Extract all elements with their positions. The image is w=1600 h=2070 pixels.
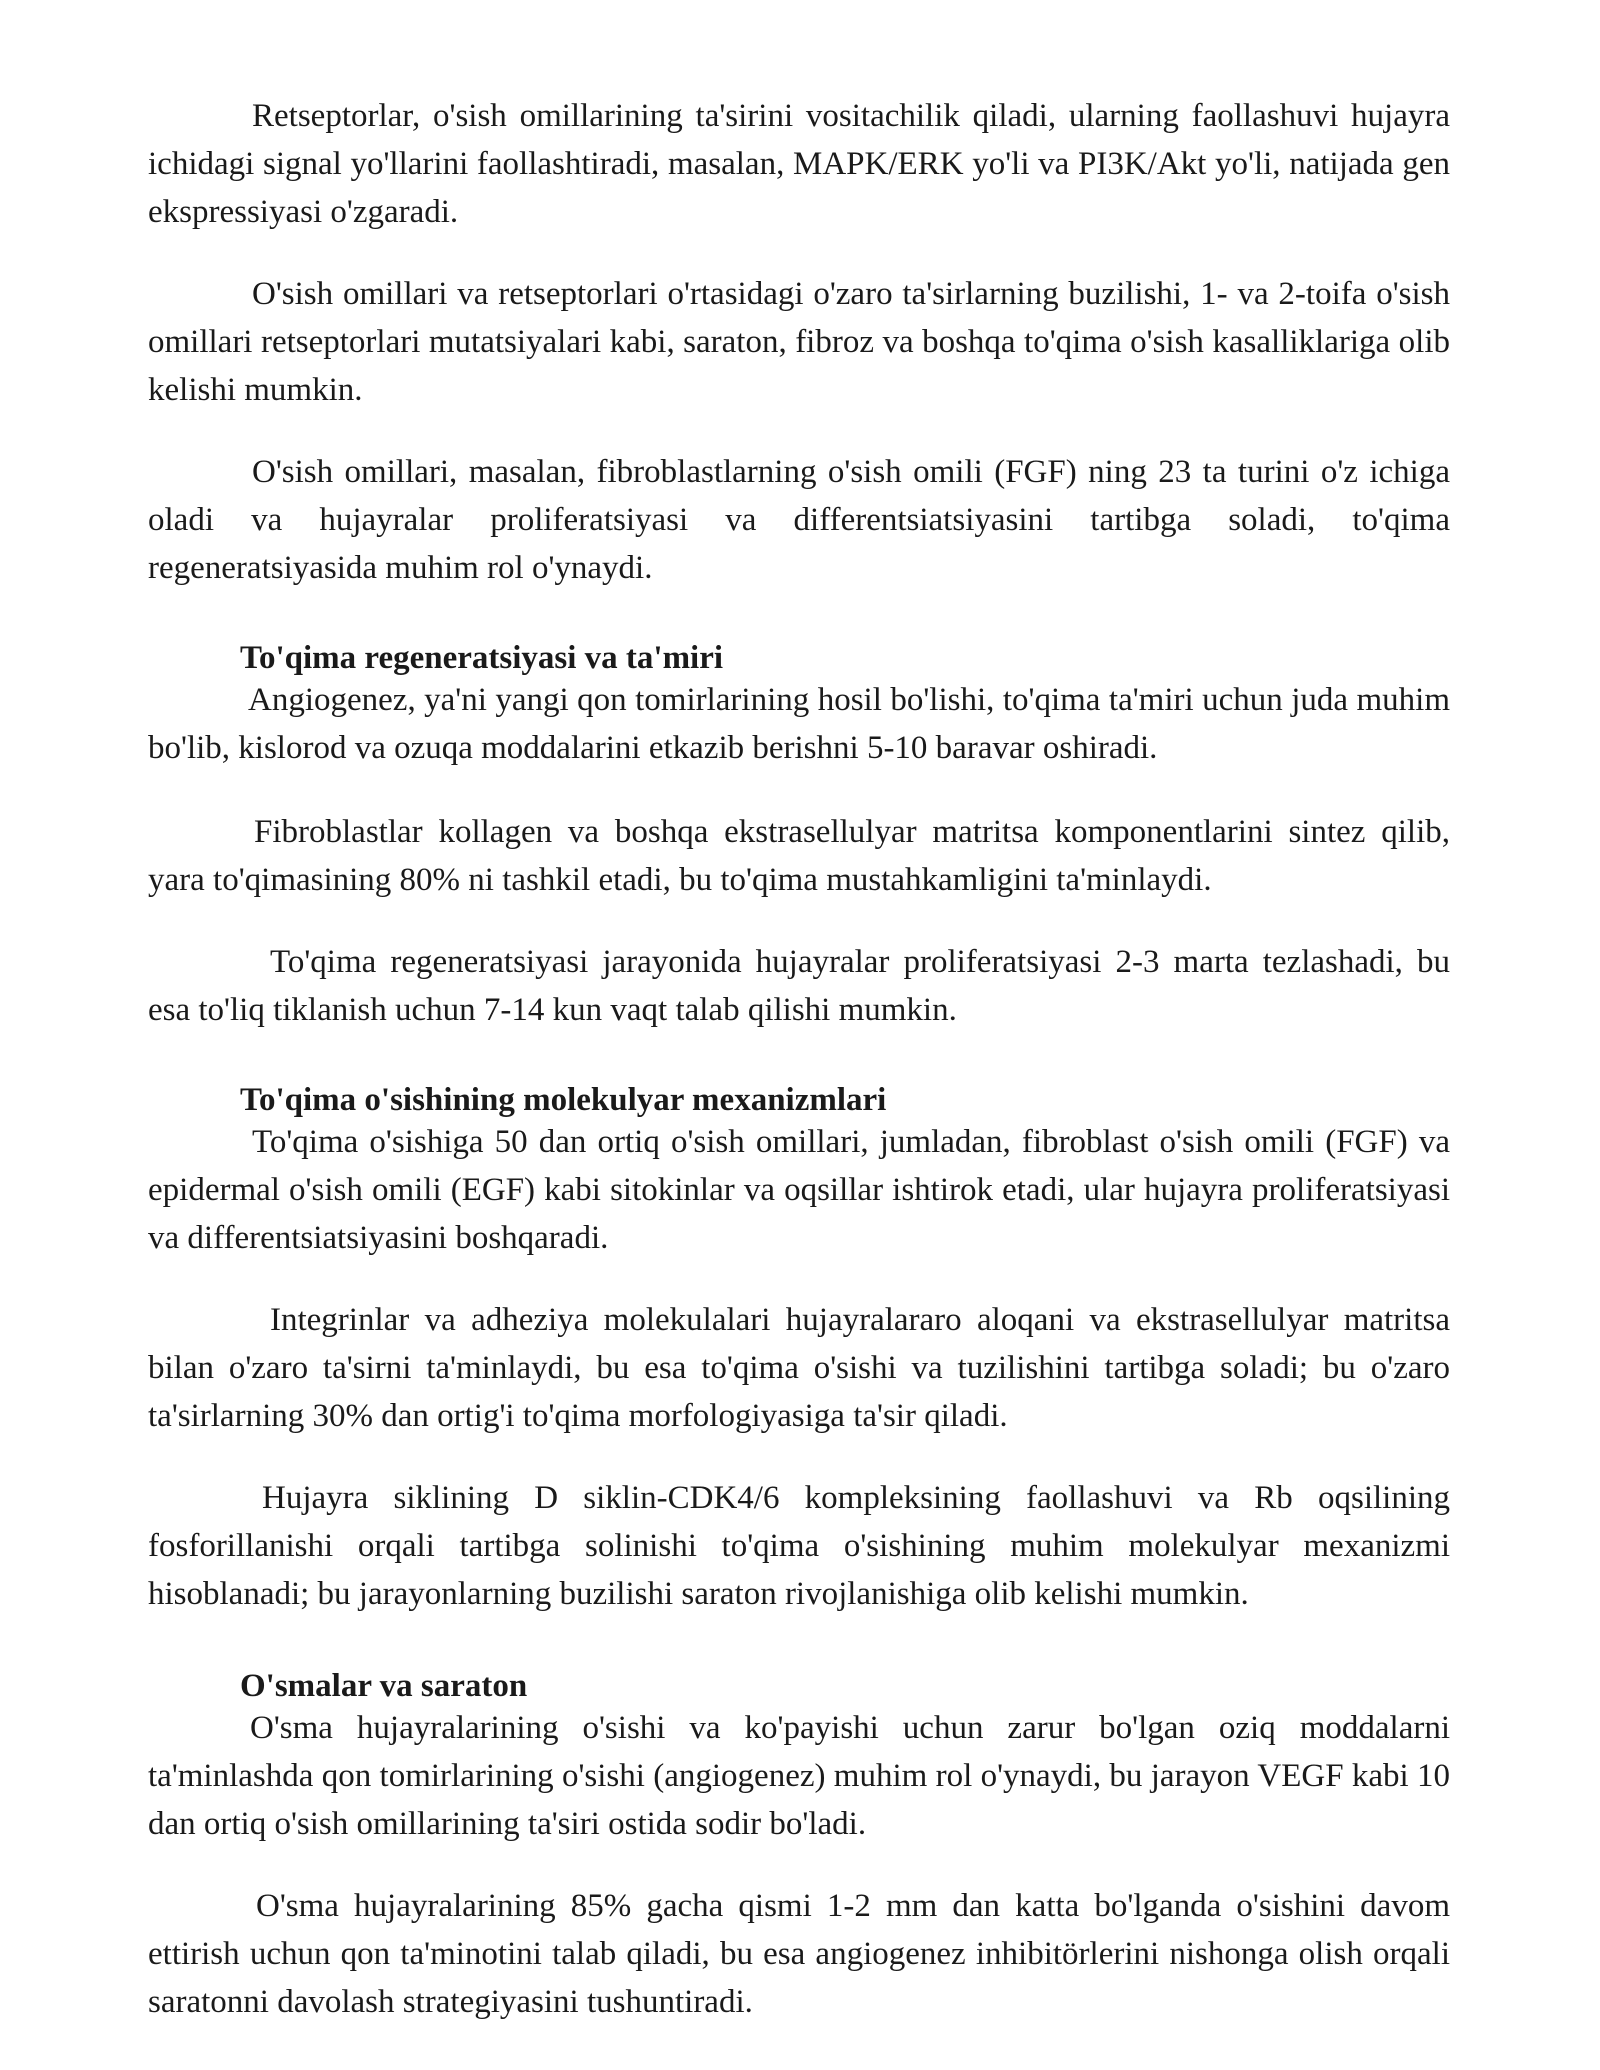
heading-tumors-cancer: O'smalar va saraton bbox=[240, 1668, 528, 1704]
paragraph-cell-cycle: Hujayra siklining D siklin-CDK4/6 kompleksining faollashuvi va Rb oqsilining fosforillanishi orqali tartibga solinishi to'qima o'sishining muhim molekulyar mexanizmi hisoblanadi; bu jarayonlarning buzilishi saraton rivojlanishiga olib kelishi mumkin. bbox=[148, 1480, 1450, 1612]
paragraph-receptors-signaling: Retseptorlar, o'sish omillarining ta'sirini vositachilik qiladi, ularning faollashuvi hujayra ichidagi signal yo'llarini faollashtiradi, masalan, MAPK/ERK yo'li va PI3K/Akt yo'li, natijada gen ekspressiyasi o'zgaradi. bbox=[148, 98, 1450, 230]
paragraph-tumor-angiogenesis: O'sma hujayralarining o'sishi va ko'payishi uchun zarur bo'lgan oziq moddalarni ta'minlashda qon tomirlarining o'sishi (angiogenez) muhim rol o'ynaydi, bu jarayon VEGF kabi 10 dan ortiq o'sish omillarining ta'siri ostida sodir bo'ladi. bbox=[148, 1710, 1450, 1842]
paragraph-integrins-adhesion: Integrinlar va adheziya molekulalari hujayralararo aloqani va ekstrasellulyar matritsa bilan o'zaro ta'sirni ta'minlaydi, bu esa to'qima o'sishi va tuzilishini tartibga soladi; bu o'zaro ta'sirlarning 30% dan ortig'i to'qima morfologiyasiga ta'sir qiladi. bbox=[148, 1302, 1450, 1434]
paragraph-tumor-blood-supply: O'sma hujayralarining 85% gacha qismi 1-2 mm dan katta bo'lganda o'sishini davom ettirish uchun qon ta'minotini talab qiladi, bu esa angiogenez inhibitörlerini nishonga olish orqali saratonni davolash strategiyasini tushuntiradi. bbox=[148, 1888, 1450, 2020]
paragraph-growth-factors-fgf: O'sish omillari, masalan, fibroblastlarning o'sish omili (FGF) ning 23 ta turini o'z ichiga oladi va hujayralar proliferatsiyasi va differentsiatsiyasini tartibga soladi, to'qima regeneratsiyasida muhim rol o'ynaydi. bbox=[148, 454, 1450, 586]
heading-tissue-regeneration: To'qima regeneratsiyasi va ta'miri bbox=[240, 640, 724, 676]
paragraph-growth-factor-cytokines: To'qima o'sishiga 50 dan ortiq o'sish omillari, jumladan, fibroblast o'sish omili (FGF) va epidermal o'sish omili (EGF) kabi sitokinlar va oqsillar ishtirok etadi, ular hujayra proliferatsiyasi va differentsiatsiyasini boshqaradi. bbox=[148, 1124, 1450, 1256]
paragraph-fibroblasts: Fibroblastlar kollagen va boshqa ekstrasellulyar matritsa komponentlarini sintez qilib, yara to'qimasining 80% ni tashkil etadi, bu to'qima mustahkamligini ta'minlaydi. bbox=[148, 814, 1450, 898]
heading-molecular-mechanisms: To'qima o'sishining molekulyar mexanizmlari bbox=[240, 1082, 887, 1118]
paragraph-receptor-disorders: O'sish omillari va retseptorlari o'rtasidagi o'zaro ta'sirlarning buzilishi, 1- va 2-toifa o'sish omillari retseptorlari mutatsiyalari kabi, saraton, fibroz va boshqa to'qima o'sish kasalliklariga olib kelishi mumkin. bbox=[148, 276, 1450, 408]
paragraph-regeneration-speed: To'qima regeneratsiyasi jarayonida hujayralar proliferatsiyasi 2-3 marta tezlashadi, bu esa to'liq tiklanish uchun 7-14 kun vaqt talab qilishi mumkin. bbox=[148, 944, 1450, 1028]
paragraph-angiogenesis-repair: Angiogenez, ya'ni yangi qon tomirlarining hosil bo'lishi, to'qima ta'miri uchun juda muhim bo'lib, kislorod va ozuqa moddalarini etkazib berishni 5-10 baravar oshiradi. bbox=[148, 682, 1450, 766]
